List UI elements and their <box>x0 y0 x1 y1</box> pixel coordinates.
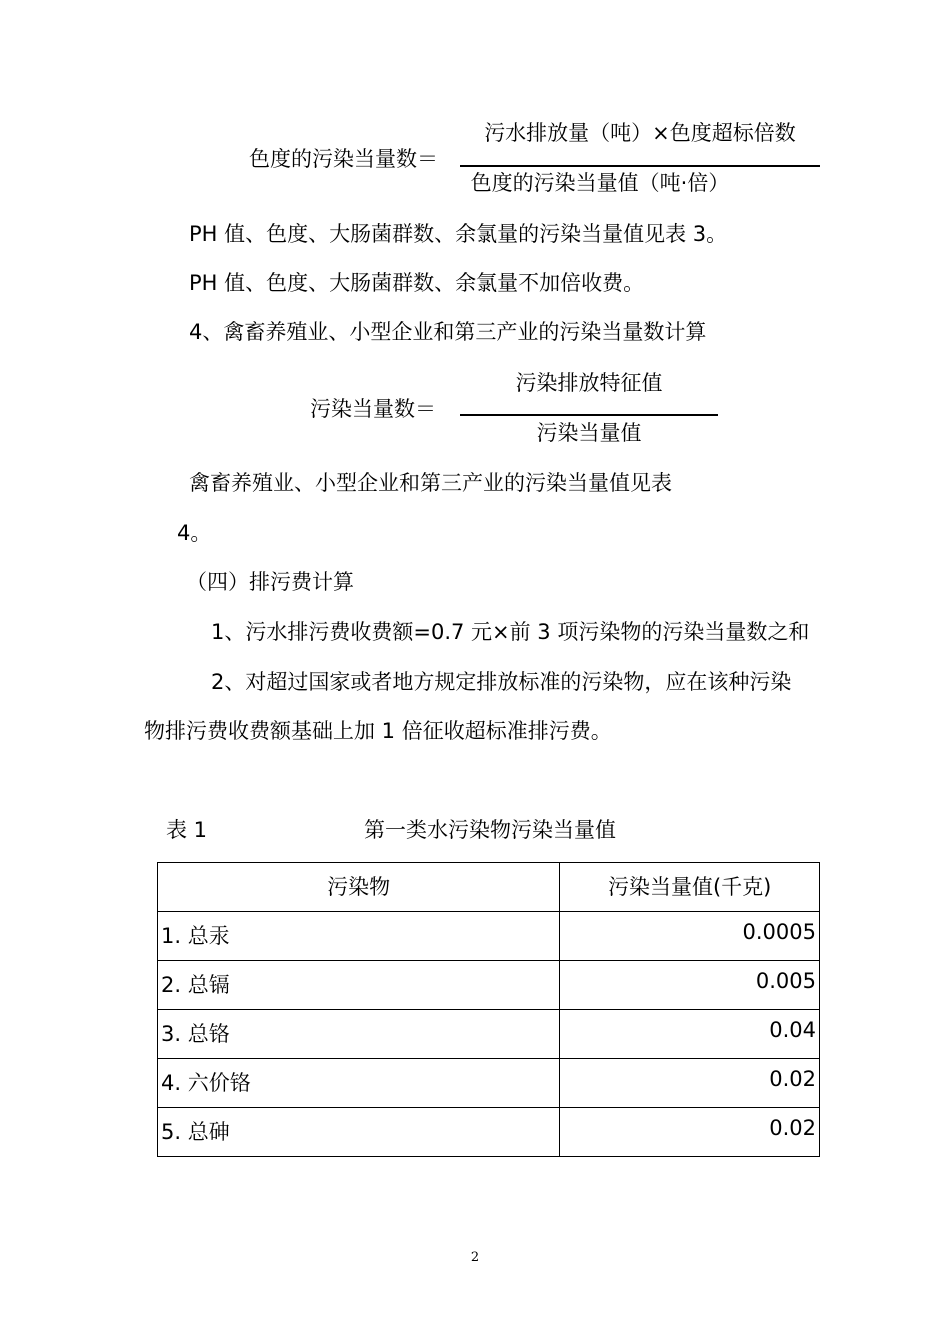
formula-livestock-lhs: 污染当量数＝ <box>310 397 436 421</box>
table-cell-value: 0.005 <box>560 961 820 1010</box>
table-header-row <box>158 863 820 912</box>
table-header-equivalent-value: 污染当量值(千克) <box>560 863 820 912</box>
paragraph-ph-no-double-charge: PH 值、色度、大肠菌群数、余氯量不加倍收费。 <box>189 271 645 295</box>
formula-chroma-denominator: 色度的污染当量值（吨·倍） <box>470 171 730 195</box>
page-number: 2 <box>470 1250 480 1265</box>
formula-chroma-numerator: 污水排放量（吨）×色度超标倍数 <box>484 121 796 145</box>
table-row <box>158 961 820 1010</box>
table-row <box>158 1108 820 1157</box>
paragraph-livestock-heading: 4、禽畜养殖业、小型企业和第三产业的污染当量数计算 <box>189 320 707 344</box>
table-header-pollutant: 污染物 <box>158 863 560 912</box>
table-row <box>158 1010 820 1059</box>
table-row <box>158 912 820 961</box>
table-cell-value: 0.0005 <box>560 912 820 961</box>
table1-label: 表 1 <box>166 818 208 842</box>
paragraph-livestock-values-line2: 4。 <box>177 521 212 545</box>
formula-livestock-denominator: 污染当量值 <box>536 421 642 445</box>
table-row <box>158 1059 820 1108</box>
table-cell-pollutant: 5. 总砷 <box>158 1108 560 1157</box>
table-cell-pollutant: 3. 总铬 <box>158 1010 560 1059</box>
paragraph-fee-item2-line2: 物排污费收费额基础上加 1 倍征收超标准排污费。 <box>144 719 612 743</box>
section-heading-fee-calculation: （四）排污费计算 <box>186 570 354 594</box>
table-cell-value: 0.04 <box>560 1010 820 1059</box>
table-cell-pollutant: 1. 总汞 <box>158 912 560 961</box>
table1-title: 第一类水污染物污染当量值 <box>364 818 616 842</box>
formula-chroma-fraction-bar <box>460 165 820 167</box>
formula-livestock-fraction-bar <box>460 414 718 416</box>
table-cell-pollutant: 2. 总镉 <box>158 961 560 1010</box>
paragraph-ph-values-table3: PH 值、色度、大肠菌群数、余氯量的污染当量值见表 3。 <box>189 222 728 246</box>
formula-chroma-lhs: 色度的污染当量数＝ <box>249 147 438 171</box>
paragraph-livestock-values-line1: 禽畜养殖业、小型企业和第三产业的污染当量值见表 <box>189 471 672 495</box>
formula-livestock-numerator: 污染排放特征值 <box>515 371 663 395</box>
table-cell-value: 0.02 <box>560 1108 820 1157</box>
paragraph-fee-item2-line1: 2、对超过国家或者地方规定排放标准的污染物，应在该种污染 <box>211 670 792 694</box>
table-cell-pollutant: 4. 六价铬 <box>158 1059 560 1108</box>
table-cell-value: 0.02 <box>560 1059 820 1108</box>
table1-pollutants <box>157 862 820 1157</box>
paragraph-fee-item1: 1、污水排污费收费额=0.7 元×前 3 项污染物的污染当量数之和 <box>211 620 810 644</box>
